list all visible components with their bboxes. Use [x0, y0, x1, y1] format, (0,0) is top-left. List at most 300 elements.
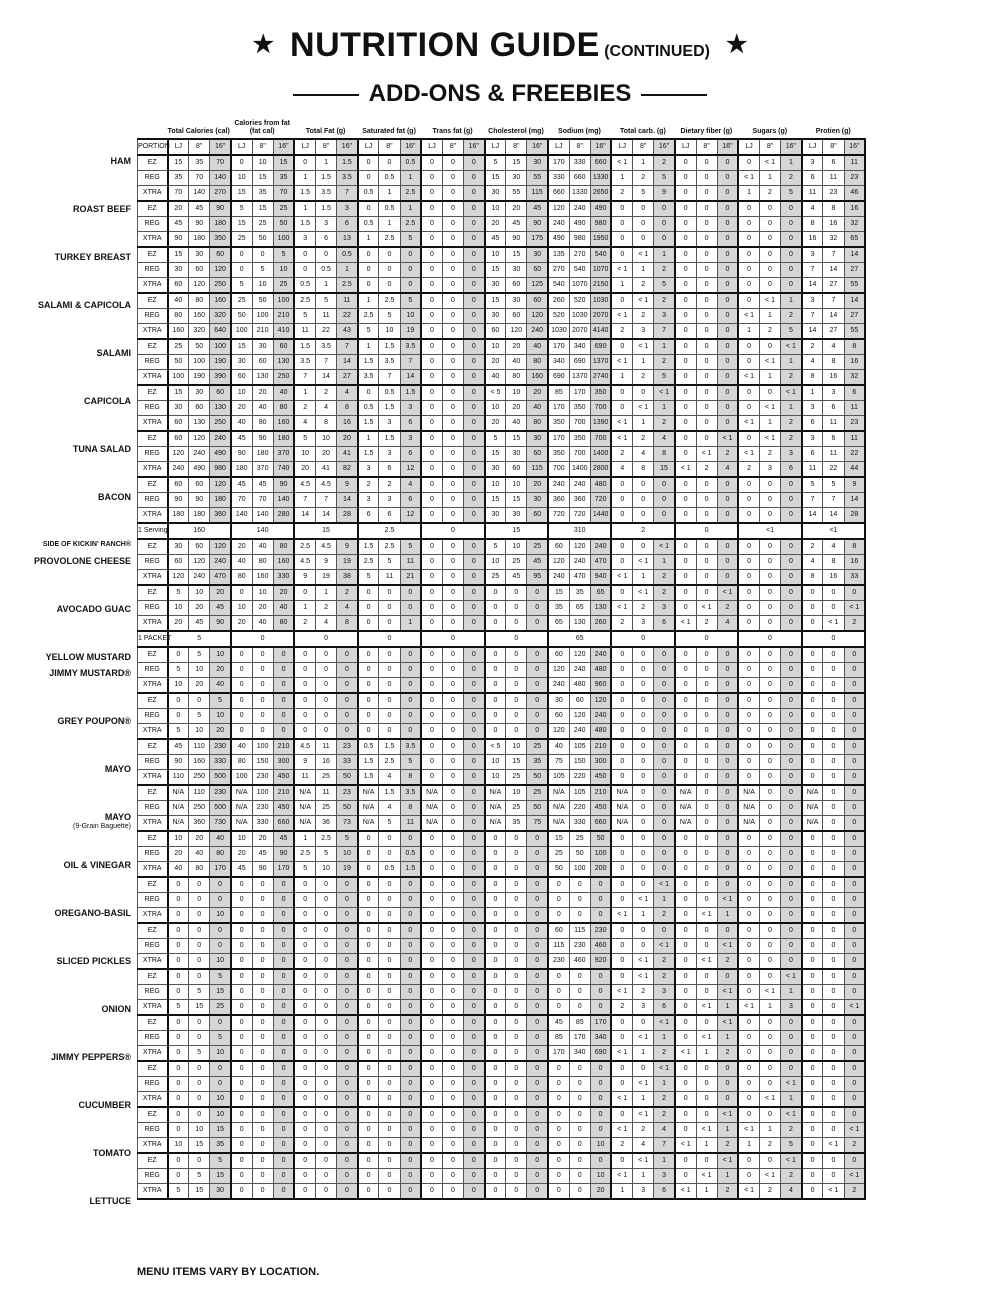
value-cell: < 1 — [654, 1015, 675, 1031]
value-cell: 10 — [231, 385, 252, 401]
value-cell: 30 — [527, 431, 548, 447]
value-cell: 1 — [294, 201, 315, 217]
value-cell: 20 — [189, 601, 210, 616]
size-header: LJ — [738, 139, 759, 155]
value-cell: 0 — [802, 1000, 823, 1016]
value-cell: 1 — [294, 171, 315, 186]
value-cell: 0 — [231, 893, 252, 908]
value-cell: 0 — [358, 631, 421, 647]
value-cell: 690 — [590, 339, 611, 355]
portion-cell: REG — [138, 447, 168, 462]
value-cell: < 1 — [717, 585, 738, 601]
value-cell: 0 — [189, 923, 210, 939]
value-cell: 0 — [463, 770, 484, 786]
value-cell: 0 — [463, 493, 484, 508]
value-cell: 0 — [337, 954, 358, 970]
value-cell: 160 — [168, 324, 189, 340]
value-cell: 0 — [675, 678, 696, 694]
value-cell: 240 — [189, 447, 210, 462]
value-cell: 40 — [168, 862, 189, 878]
value-cell: 170 — [569, 385, 590, 401]
value-cell: 0 — [738, 969, 759, 985]
value-cell: 25 — [273, 278, 294, 294]
value-cell: 0 — [675, 1107, 696, 1123]
value-cell: 0 — [633, 385, 654, 401]
value-cell: 5 — [189, 1169, 210, 1184]
value-cell: 0 — [781, 739, 802, 755]
value-cell: 0 — [633, 709, 654, 724]
value-cell: 0 — [442, 1077, 463, 1092]
value-cell: 0 — [527, 831, 548, 847]
value-cell: 0 — [252, 1107, 273, 1123]
value-cell: 0 — [675, 232, 696, 248]
value-cell: 0 — [485, 663, 506, 678]
value-cell: 2.5 — [294, 847, 315, 862]
value-cell: 0 — [400, 678, 421, 694]
value-cell: 0 — [168, 1061, 189, 1077]
value-cell: 80 — [527, 416, 548, 432]
value-cell: 0 — [421, 355, 442, 370]
value-cell: 130 — [569, 616, 590, 632]
value-cell: 190 — [210, 355, 231, 370]
value-cell: 20 — [590, 1184, 611, 1200]
value-cell: 2.5 — [358, 555, 379, 570]
value-cell: 0 — [717, 385, 738, 401]
value-cell: 10 — [252, 278, 273, 294]
value-cell: 0 — [506, 709, 527, 724]
value-cell: 0 — [400, 585, 421, 601]
value-cell: 0 — [823, 831, 844, 847]
value-cell: 0 — [421, 431, 442, 447]
value-cell: 2 — [611, 1000, 632, 1016]
value-cell: 0 — [442, 232, 463, 248]
title-continued: (CONTINUED) — [604, 43, 710, 60]
value-cell: 0 — [759, 585, 780, 601]
size-header: 16" — [210, 139, 231, 155]
value-cell: 0 — [611, 217, 632, 232]
value-cell: 470 — [590, 555, 611, 570]
value-cell: 0 — [781, 831, 802, 847]
value-cell: 15 — [231, 339, 252, 355]
value-cell: 0 — [294, 1077, 315, 1092]
value-cell: 0 — [189, 1061, 210, 1077]
value-cell: 10 — [485, 555, 506, 570]
value-cell: 15 — [485, 447, 506, 462]
value-cell: 4 — [823, 339, 844, 355]
value-cell: 7 — [654, 324, 675, 340]
value-cell: 60 — [189, 539, 210, 555]
value-cell: 7 — [823, 493, 844, 508]
value-cell: 0 — [781, 755, 802, 770]
value-cell: 720 — [569, 508, 590, 524]
value-cell: 210 — [273, 785, 294, 801]
value-cell: 46 — [844, 186, 865, 202]
value-cell: 230 — [210, 739, 231, 755]
value-cell: 0 — [442, 293, 463, 309]
value-cell: 6 — [337, 217, 358, 232]
value-cell: < 1 — [611, 416, 632, 432]
value-cell: 0 — [421, 385, 442, 401]
value-cell: 0 — [421, 908, 442, 924]
value-cell: < 1 — [611, 1123, 632, 1138]
value-cell: 330 — [210, 755, 231, 770]
size-header: 8" — [315, 139, 336, 155]
value-cell: 20 — [315, 447, 336, 462]
value-cell: 10 — [400, 309, 421, 324]
value-cell: 270 — [569, 247, 590, 263]
value-cell: 0 — [315, 647, 336, 663]
value-cell: 100 — [590, 847, 611, 862]
value-cell: 0 — [421, 201, 442, 217]
value-cell: 0 — [463, 663, 484, 678]
value-cell: 2.5 — [294, 539, 315, 555]
value-cell: 0 — [717, 678, 738, 694]
value-cell: 1 — [717, 1123, 738, 1138]
value-cell: 0 — [294, 263, 315, 278]
value-cell: 0 — [315, 908, 336, 924]
value-cell: 0 — [463, 232, 484, 248]
value-cell: 0 — [781, 908, 802, 924]
value-cell: 0 — [273, 908, 294, 924]
value-cell: 3.5 — [400, 785, 421, 801]
value-cell: 30 — [210, 1184, 231, 1200]
value-cell: 0 — [696, 385, 717, 401]
value-cell: 0 — [569, 1184, 590, 1200]
value-cell: 0 — [527, 939, 548, 954]
value-cell: 0 — [485, 862, 506, 878]
value-cell: 0 — [168, 1169, 189, 1184]
value-cell: 4 — [802, 355, 823, 370]
value-cell: 0 — [379, 847, 400, 862]
item-name: MAYO — [104, 812, 131, 822]
value-cell: 0 — [675, 539, 696, 555]
value-cell: 0 — [527, 709, 548, 724]
value-cell: 0 — [379, 1031, 400, 1046]
value-cell: 0 — [527, 1000, 548, 1016]
item-name: MAYO — [104, 764, 131, 774]
value-cell: 0 — [696, 339, 717, 355]
value-cell: 170 — [548, 1046, 569, 1062]
portion-cell: XTRA — [138, 1046, 168, 1062]
value-cell: 4 — [337, 385, 358, 401]
value-cell: 0 — [168, 923, 189, 939]
value-cell: 0 — [442, 585, 463, 601]
value-cell: 0 — [400, 954, 421, 970]
portion-cell: XTRA — [138, 508, 168, 524]
value-cell: 4 — [633, 447, 654, 462]
value-cell: 230 — [252, 770, 273, 786]
value-cell: 0 — [759, 1107, 780, 1123]
value-cell: 0 — [781, 923, 802, 939]
value-cell: 3 — [633, 1184, 654, 1200]
value-cell: 80 — [506, 370, 527, 386]
value-cell: 0 — [611, 247, 632, 263]
value-cell: 0 — [654, 663, 675, 678]
value-cell: 0 — [696, 724, 717, 740]
item-labels — [0, 0, 136, 1294]
value-cell: 0 — [738, 724, 759, 740]
value-cell: 0 — [611, 585, 632, 601]
portion-cell: XTRA — [138, 324, 168, 340]
value-cell: 15 — [506, 155, 527, 171]
value-cell: 2 — [379, 477, 400, 493]
value-cell: N/A — [358, 801, 379, 816]
value-cell: 9 — [315, 555, 336, 570]
value-cell: 5 — [210, 1031, 231, 1046]
value-cell: 0 — [781, 585, 802, 601]
value-cell: 0 — [844, 1092, 865, 1108]
value-cell: 5 — [189, 1046, 210, 1062]
value-cell: 130 — [252, 370, 273, 386]
value-cell: 16 — [823, 570, 844, 586]
value-cell: 4 — [781, 1184, 802, 1200]
value-cell: 0 — [781, 724, 802, 740]
value-cell: 0 — [611, 1061, 632, 1077]
value-cell: 80 — [273, 616, 294, 632]
value-cell: 0 — [294, 969, 315, 985]
value-cell: 2 — [717, 1046, 738, 1062]
value-cell: 5 — [273, 247, 294, 263]
value-cell: 0 — [759, 847, 780, 862]
value-cell: 10 — [590, 1169, 611, 1184]
value-cell: 120 — [210, 477, 231, 493]
value-cell: 27 — [823, 278, 844, 294]
value-cell: 15 — [231, 186, 252, 202]
value-cell: 0 — [421, 1015, 442, 1031]
value-cell: 0 — [781, 862, 802, 878]
value-cell: < 1 — [611, 355, 632, 370]
portion-cell: REG — [138, 801, 168, 816]
value-cell: < 1 — [717, 431, 738, 447]
value-cell: 690 — [590, 1046, 611, 1062]
value-cell: 0 — [781, 693, 802, 709]
value-cell: 0 — [400, 709, 421, 724]
value-cell: 0 — [337, 939, 358, 954]
value-cell: 115 — [569, 923, 590, 939]
portion-cell: XTRA — [138, 1092, 168, 1108]
value-cell: 1 — [781, 293, 802, 309]
value-cell: 35 — [569, 585, 590, 601]
item-name: JIMMY MUSTARD® — [49, 668, 131, 678]
value-cell: < 1 — [717, 893, 738, 908]
table-row — [138, 1031, 866, 1046]
value-cell: 0 — [485, 1015, 506, 1031]
value-cell: 0 — [168, 693, 189, 709]
value-cell: N/A — [802, 816, 823, 832]
value-cell: 5 — [654, 370, 675, 386]
value-cell: 0 — [717, 877, 738, 893]
value-cell: 0 — [337, 1000, 358, 1016]
value-cell: 320 — [189, 324, 210, 340]
value-cell: 0 — [273, 709, 294, 724]
value-cell: < 1 — [696, 1169, 717, 1184]
value-cell: 15 — [485, 293, 506, 309]
value-cell: 0 — [294, 1015, 315, 1031]
value-cell: 0 — [358, 1061, 379, 1077]
value-cell: 180 — [210, 217, 231, 232]
value-cell: 5 — [315, 847, 336, 862]
value-cell: 0 — [738, 539, 759, 555]
value-cell: 10 — [506, 539, 527, 555]
value-cell: 2 — [633, 431, 654, 447]
value-cell: 10 — [485, 339, 506, 355]
value-cell: < 1 — [654, 877, 675, 893]
value-cell: 10 — [294, 447, 315, 462]
value-cell: 0 — [506, 601, 527, 616]
value-cell: 0 — [337, 1107, 358, 1123]
portion-cell: EZ — [138, 647, 168, 663]
value-cell: 0 — [379, 893, 400, 908]
value-cell: 4 — [802, 201, 823, 217]
value-cell: 0 — [189, 1031, 210, 1046]
value-cell: 0 — [442, 801, 463, 816]
value-cell: 25 — [506, 555, 527, 570]
value-cell: < 1 — [759, 293, 780, 309]
value-cell: 0 — [717, 263, 738, 278]
value-cell: 0 — [611, 954, 632, 970]
value-cell: 0 — [485, 1092, 506, 1108]
value-cell: 210 — [273, 739, 294, 755]
value-cell: 0 — [738, 278, 759, 294]
table-row — [138, 431, 866, 447]
value-cell: 115 — [527, 186, 548, 202]
value-cell: 90 — [231, 447, 252, 462]
value-cell: 35 — [168, 171, 189, 186]
value-cell: 20 — [252, 831, 273, 847]
value-cell: 0 — [548, 1169, 569, 1184]
value-cell: 20 — [231, 539, 252, 555]
value-cell: 0.5 — [400, 155, 421, 171]
value-cell: 0.5 — [337, 247, 358, 263]
value-cell: 0 — [696, 171, 717, 186]
value-cell: 0 — [696, 663, 717, 678]
value-cell: 0 — [379, 1107, 400, 1123]
portion-cell: XTRA — [138, 416, 168, 432]
value-cell: 1.5 — [358, 755, 379, 770]
value-cell: 0 — [442, 1184, 463, 1200]
value-cell: 0 — [273, 1000, 294, 1016]
value-cell: 0 — [633, 755, 654, 770]
value-cell: 0 — [781, 247, 802, 263]
value-cell: < 1 — [633, 339, 654, 355]
value-cell: 0 — [252, 1184, 273, 1200]
value-cell: 0 — [823, 663, 844, 678]
value-cell: 0 — [569, 877, 590, 893]
value-cell: 0 — [823, 816, 844, 832]
value-cell: 0 — [358, 1153, 379, 1169]
value-cell: 640 — [210, 324, 231, 340]
value-cell: 45 — [189, 616, 210, 632]
value-cell: 140 — [210, 171, 231, 186]
value-cell: 0 — [759, 539, 780, 555]
value-cell: 0 — [315, 693, 336, 709]
value-cell: 3 — [633, 1000, 654, 1016]
value-cell: 45 — [506, 570, 527, 586]
value-cell: 20 — [252, 601, 273, 616]
value-cell: 0 — [696, 585, 717, 601]
value-cell: 0 — [802, 585, 823, 601]
value-cell: 0 — [844, 663, 865, 678]
value-cell: 0 — [527, 1184, 548, 1200]
value-cell: 2740 — [590, 370, 611, 386]
value-cell: 15 — [506, 493, 527, 508]
value-cell: 0 — [548, 1061, 569, 1077]
value-cell: 1 — [759, 309, 780, 324]
value-cell: 4 — [379, 801, 400, 816]
value-cell: 0 — [717, 1092, 738, 1108]
value-cell: 20 — [506, 401, 527, 416]
value-cell: 0 — [379, 247, 400, 263]
value-cell: 32 — [844, 370, 865, 386]
value-cell: 0.5 — [379, 862, 400, 878]
value-cell: 700 — [590, 431, 611, 447]
value-cell: < 1 — [781, 1153, 802, 1169]
value-cell: 15 — [294, 523, 357, 539]
value-cell: 0 — [294, 693, 315, 709]
value-cell: 0 — [759, 247, 780, 263]
value-cell: 0 — [463, 324, 484, 340]
value-cell: 0 — [231, 247, 252, 263]
value-cell: 120 — [548, 724, 569, 740]
value-cell: 0 — [294, 1153, 315, 1169]
value-cell: 0 — [463, 201, 484, 217]
size-header: 8" — [823, 139, 844, 155]
value-cell: 0 — [548, 1138, 569, 1154]
value-cell: 0 — [717, 539, 738, 555]
value-cell: 0 — [294, 1061, 315, 1077]
value-cell: 0 — [675, 1123, 696, 1138]
value-cell: 1370 — [569, 370, 590, 386]
value-cell: 1 — [315, 585, 336, 601]
value-cell: 0 — [358, 263, 379, 278]
table-row — [138, 1077, 866, 1092]
size-header: 16" — [400, 139, 421, 155]
value-cell: 25 — [548, 847, 569, 862]
value-cell: 8 — [823, 201, 844, 217]
value-cell: 6 — [823, 155, 844, 171]
value-cell: 0 — [844, 816, 865, 832]
value-cell: 0 — [315, 1107, 336, 1123]
value-cell: 4 — [337, 601, 358, 616]
value-cell: 1 — [781, 355, 802, 370]
value-cell: 0 — [527, 601, 548, 616]
value-cell: 0 — [717, 401, 738, 416]
value-cell: 310 — [548, 523, 611, 539]
value-cell: 0 — [231, 969, 252, 985]
value-cell: 15 — [252, 201, 273, 217]
value-cell: 0 — [802, 831, 823, 847]
value-cell: 0 — [611, 663, 632, 678]
value-cell: 230 — [569, 939, 590, 954]
value-cell: 0 — [506, 647, 527, 663]
table-row — [138, 1015, 866, 1031]
value-cell: 160 — [189, 755, 210, 770]
value-cell: 25 — [231, 232, 252, 248]
value-cell: 0 — [823, 801, 844, 816]
portion-cell: REG — [138, 847, 168, 862]
value-cell: 0 — [294, 1031, 315, 1046]
value-cell: 80 — [273, 539, 294, 555]
value-cell: 13 — [337, 232, 358, 248]
value-cell: 2.5 — [358, 309, 379, 324]
value-cell: 0 — [358, 831, 379, 847]
value-cell: 0 — [463, 1153, 484, 1169]
value-cell: 0 — [738, 847, 759, 862]
value-cell: 0 — [738, 739, 759, 755]
value-cell: 22 — [844, 447, 865, 462]
value-cell: 0 — [696, 678, 717, 694]
value-cell: 0 — [252, 923, 273, 939]
